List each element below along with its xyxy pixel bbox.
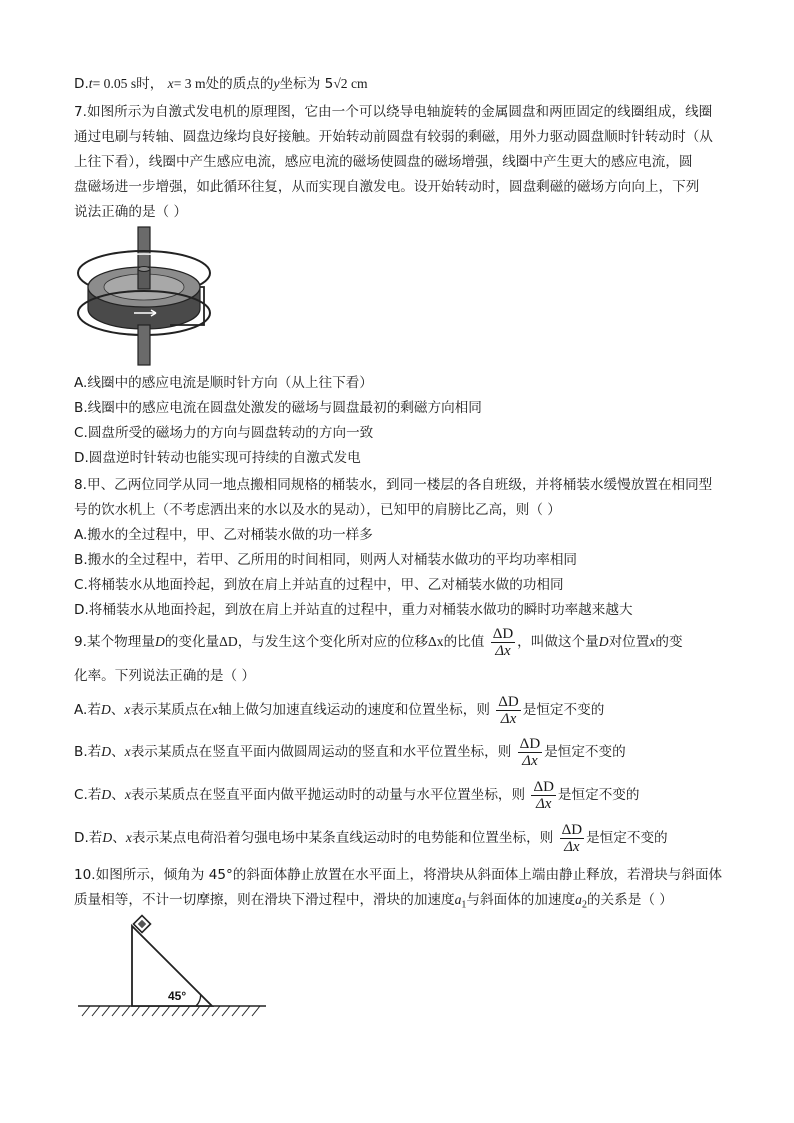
text: D xyxy=(154,634,165,649)
text: Δx xyxy=(428,634,444,649)
text: x xyxy=(212,702,219,717)
q9-option-c xyxy=(74,777,639,813)
incline-figure xyxy=(76,912,268,1018)
rate-fraction xyxy=(491,626,515,659)
q7-stem-line: 说法正确的是（ ） xyxy=(74,204,188,220)
text: x xyxy=(124,744,131,759)
q7-stem-line: 通过电刷与转轴、圆盘边缘均良好接触。开始转动前圆盘有较弱的剩磁，用外力驱动圆盘顺时针转动时（从 xyxy=(74,129,713,145)
text: D xyxy=(100,702,111,717)
text: Δx xyxy=(495,642,511,659)
disk-generator-figure xyxy=(74,225,214,367)
q10-stem-line: 10.如图所示，倾角为 45°的斜面体静止放置在水平面上，将滑块从斜面体上端由静止释放，若滑块与斜面体 xyxy=(74,867,723,883)
text: x xyxy=(125,830,132,845)
q8-option-c: C.将桶装水从地面拎起，到放在肩上并站直的过程中，甲、乙对桶装水做的功相同 xyxy=(74,577,564,593)
q8-stem-line: 8.甲、乙两位同学从同一地点搬相同规格的桶装水，到同一楼层的各自班级，并将桶装水缓慢放置在相同型 xyxy=(74,477,713,493)
q9-stem-line: 化率。下列说法正确的是（ ） xyxy=(74,668,256,684)
text: 是恒定不变的 xyxy=(586,830,668,846)
text: Δx xyxy=(522,752,538,769)
text: ，与发生这个变化所对应的位移 xyxy=(237,634,429,650)
sub: 1 xyxy=(461,899,467,911)
var-t: t xyxy=(88,76,93,91)
rate-fraction xyxy=(496,694,520,727)
angle-label: 45° xyxy=(168,989,187,1003)
text: 、 xyxy=(111,787,125,803)
q8-option-b: B.搬水的全过程中，若甲、乙所用的时间相同，则两人对桶装水做功的平均功率相同 xyxy=(74,552,578,568)
text: C.若 xyxy=(74,787,102,803)
text: 的比值 xyxy=(443,634,485,650)
var-x: x xyxy=(167,76,174,91)
q7-stem-line: 7.如图所示为自激式发电机的原理图，它由一个可以绕导电轴旋转的金属圆盘和两匝固定的线圈组成，线圈 xyxy=(74,104,713,120)
text: 表示某质点在竖直平面内做圆周运动的竖直和水平位置坐标，则 xyxy=(130,744,512,760)
q8-option-d: D.将桶装水从地面拎起，到放在肩上并站直的过程中，重力对桶装水做功的瞬时功率越来越大 xyxy=(74,602,633,618)
q7-option-d: D.圆盘逆时针转动也能实现可持续的自激式发电 xyxy=(74,450,361,466)
lower-shaft xyxy=(138,325,150,365)
text: a xyxy=(454,892,462,907)
text: 、 xyxy=(110,702,125,718)
text: 质量相等，不计一切摩擦，则在滑块下滑过程中，滑块的加速度 xyxy=(74,892,455,908)
text: 对位置 xyxy=(608,634,650,650)
var-y: y xyxy=(273,76,280,91)
text: 坐标为 5 xyxy=(279,76,334,92)
text: 的变化量 xyxy=(164,634,220,650)
rate-fraction xyxy=(560,822,584,855)
text: D xyxy=(102,830,113,845)
time-value: = 0.05 s时， xyxy=(92,76,164,91)
q9-option-b xyxy=(74,734,626,770)
ground-hatching xyxy=(82,1006,260,1016)
text: ΔD xyxy=(492,625,514,642)
text: a xyxy=(575,892,582,907)
text: 处的质点的 xyxy=(205,76,274,92)
text: 、 xyxy=(111,744,125,760)
text: D.若 xyxy=(74,830,103,846)
sub: 2 xyxy=(581,899,587,911)
text: 轴上做匀加速直线运动的速度和位置坐标，则 xyxy=(218,702,490,718)
ellipse xyxy=(138,267,150,272)
text: 是恒定不变的 xyxy=(557,787,640,803)
text: ΔD xyxy=(219,634,238,649)
sqrt-two: √2 xyxy=(333,76,348,91)
text: 、 xyxy=(112,830,126,846)
text: ΔD xyxy=(498,693,519,710)
unit-cm: cm xyxy=(347,76,368,91)
text: 表示某质点在竖直平面内做平抛运动时的动量与水平位置坐标，则 xyxy=(130,787,526,803)
text: D xyxy=(101,744,112,759)
text: ΔD xyxy=(533,778,554,795)
q7-stem-line: 盘磁场进一步增强，如此循环往复，从而实现自激发电。设开始转动时，圆盘剩磁的磁场方向向上，下列 xyxy=(74,179,700,195)
q9-option-d xyxy=(74,820,668,856)
text: x xyxy=(124,787,131,802)
text: 表示某点电荷沿着匀强电场中某条直线运动时的电势能和位置坐标，则 xyxy=(131,830,554,846)
q9-stem-line xyxy=(74,624,683,660)
q7-option-a: A.线圈中的感应电流是顺时针方向（从上往下看） xyxy=(74,375,373,391)
text: D xyxy=(101,787,112,802)
text: x xyxy=(124,702,131,717)
text: ，叫做这个量 xyxy=(517,634,599,650)
q7-option-b: B.线圈中的感应电流在圆盘处激发的磁场与圆盘最初的剩磁方向相同 xyxy=(74,400,482,416)
text: 9.某个物理量 xyxy=(74,634,155,650)
text: 的变 xyxy=(655,634,683,650)
rate-fraction xyxy=(518,736,542,769)
q8-stem-line: 号的饮水机上（不考虑洒出来的水以及水的晃动），已知甲的肩膀比乙高，则（ ） xyxy=(74,502,561,518)
text: 与斜面体的加速度 xyxy=(466,892,576,908)
rate-fraction xyxy=(531,779,555,812)
q7-option-c: C.圆盘所受的磁场力的方向与圆盘转动的方向一致 xyxy=(74,425,374,441)
text: 是恒定不变的 xyxy=(544,744,626,760)
text: 是恒定不变的 xyxy=(522,702,605,718)
text: 的关系是（ ） xyxy=(586,892,673,908)
text: Δx xyxy=(535,795,552,812)
text: A.若 xyxy=(74,702,101,718)
text: ΔD xyxy=(519,735,541,752)
text: Δx xyxy=(564,838,580,855)
option-label: D. xyxy=(74,76,89,92)
q8-option-a: A.搬水的全过程中，甲、乙对桶装水做的功一样多 xyxy=(74,527,373,543)
text: D xyxy=(598,634,609,649)
text: B.若 xyxy=(74,744,102,760)
text: 表示某质点在 xyxy=(130,702,213,718)
q6-option-d xyxy=(74,74,368,94)
q9-option-a xyxy=(74,692,604,728)
text: Δx xyxy=(500,710,517,727)
q7-stem-line: 上往下看），线圈中产生感应电流，感应电流的磁场使圆盘的磁场增强，线圈中产生更大的感应电流，圆 xyxy=(74,154,693,170)
text: ΔD xyxy=(561,821,583,838)
text: x xyxy=(649,634,656,649)
position-value: = 3 m xyxy=(173,76,206,91)
